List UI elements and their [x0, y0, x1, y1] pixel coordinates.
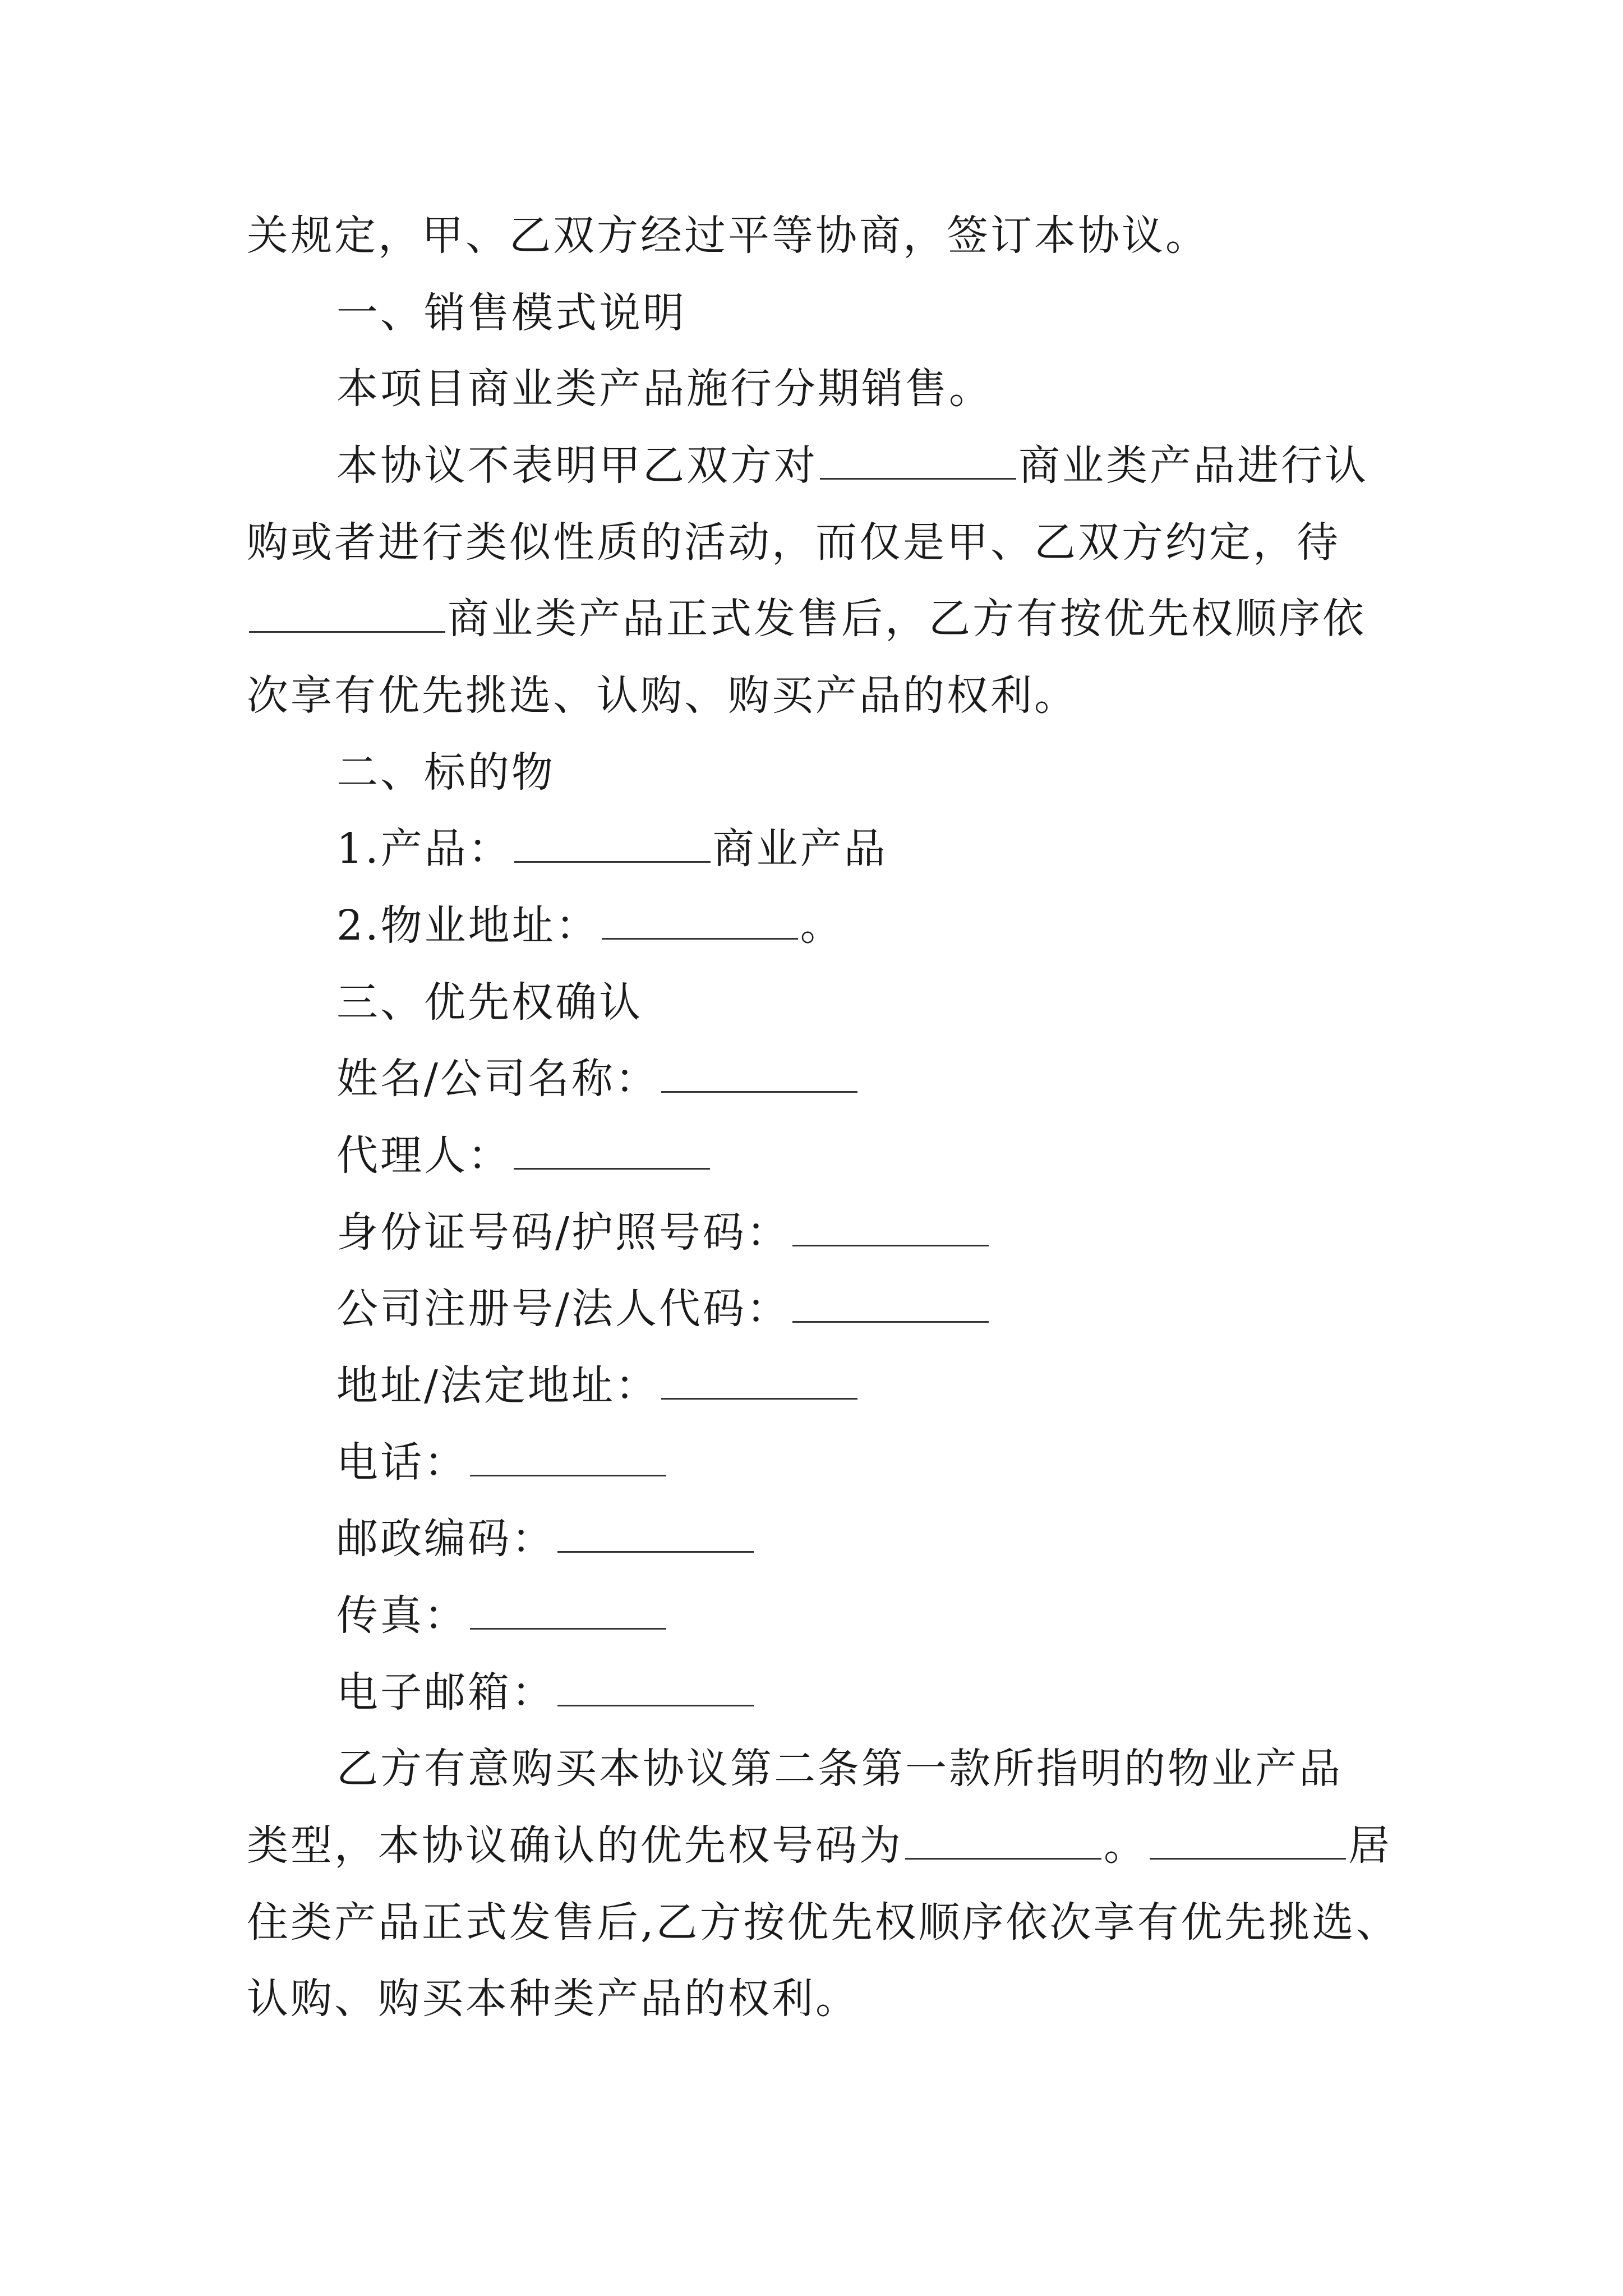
fax-blank[interactable] [470, 1589, 666, 1630]
project-name-blank-2[interactable] [249, 592, 445, 633]
text: 商业类产品正式发售后，乙方有按优先权顺序依 [448, 595, 1366, 643]
field-label: 电话： [336, 1438, 468, 1487]
section-heading-priority [336, 974, 643, 1030]
email-field [336, 1664, 756, 1720]
text: 次享有优先挑选、认购、购买产品的权利。 [247, 671, 1078, 720]
field-label: 电子邮箱： [336, 1668, 555, 1717]
paragraph-line [336, 438, 1368, 494]
text: 本项目商业类产品施行分期销售。 [336, 365, 993, 413]
paragraph-line [247, 668, 1078, 724]
paragraph-line [247, 1818, 1392, 1874]
name-blank[interactable] [661, 1052, 857, 1093]
id-number-field [336, 1204, 991, 1260]
project-name-blank-3[interactable] [1150, 1819, 1346, 1860]
paragraph-line [247, 591, 1366, 647]
product-field [336, 821, 888, 877]
text: 本协议不表明甲乙双方对 [336, 441, 818, 490]
postal-code-field [336, 1511, 756, 1567]
text: 。 [1104, 1821, 1147, 1870]
section-heading-sales-mode [336, 285, 686, 341]
fax-field [336, 1588, 668, 1644]
field-label: 姓名/公司名称： [336, 1055, 659, 1103]
text: 。 [800, 901, 844, 950]
paragraph-line [336, 1741, 1343, 1797]
heading-text: 三、优先权确认 [336, 978, 643, 1027]
field-label: 代理人： [336, 1131, 511, 1180]
heading-text: 一、销售模式说明 [336, 289, 686, 337]
field-label: 1.产品： [336, 825, 512, 873]
agent-field [336, 1128, 712, 1184]
text: 关规定，甲、乙双方经过平等协商，签订本协议。 [247, 211, 1209, 260]
field-label: 传真： [336, 1591, 468, 1640]
phone-blank[interactable] [470, 1435, 666, 1476]
paragraph-line [247, 1894, 1400, 1950]
postal-code-blank[interactable] [557, 1512, 754, 1553]
paragraph-line [247, 1971, 859, 2027]
id-number-blank[interactable] [792, 1205, 989, 1246]
phone-field [336, 1434, 668, 1490]
address-blank[interactable] [661, 1359, 857, 1400]
field-label: 公司注册号/法人代码： [336, 1285, 790, 1333]
company-reg-blank[interactable] [792, 1282, 989, 1323]
paragraph-line [336, 361, 993, 417]
text: 住类产品正式发售后,乙方按优先权顺序依次享有优先挑选、 [247, 1898, 1400, 1947]
company-reg-field [336, 1281, 991, 1337]
property-address-field [336, 898, 844, 954]
section-heading-subject [336, 744, 555, 800]
text: 类型，本协议确认的优先权号码为 [247, 1821, 903, 1870]
text: 居 [1348, 1821, 1392, 1870]
agent-blank[interactable] [514, 1129, 710, 1170]
field-label: 地址/法定地址： [336, 1361, 659, 1410]
field-label: 邮政编码： [336, 1515, 555, 1563]
text: 购或者进行类似性质的活动，而仅是甲、乙双方约定，待 [247, 518, 1340, 567]
email-blank[interactable] [557, 1665, 754, 1706]
text: 认购、购买本种类产品的权利。 [247, 1975, 859, 2023]
heading-text: 二、标的物 [336, 748, 555, 797]
project-name-blank-1[interactable] [820, 439, 1016, 480]
paragraph-line [247, 514, 1340, 570]
text: 乙方有意购买本协议第二条第一款所指明的物业产品 [336, 1745, 1343, 1793]
text: 商业类产品进行认 [1018, 441, 1368, 490]
paragraph-line [247, 208, 1209, 264]
text: 商业产品 [712, 825, 888, 873]
priority-number-blank[interactable] [905, 1819, 1101, 1860]
product-blank[interactable] [514, 822, 711, 863]
property-address-blank[interactable] [602, 899, 798, 940]
field-label: 身份证号码/护照号码： [336, 1208, 790, 1257]
address-field [336, 1358, 860, 1414]
field-label: 2.物业地址： [336, 901, 600, 950]
name-field [336, 1051, 860, 1107]
